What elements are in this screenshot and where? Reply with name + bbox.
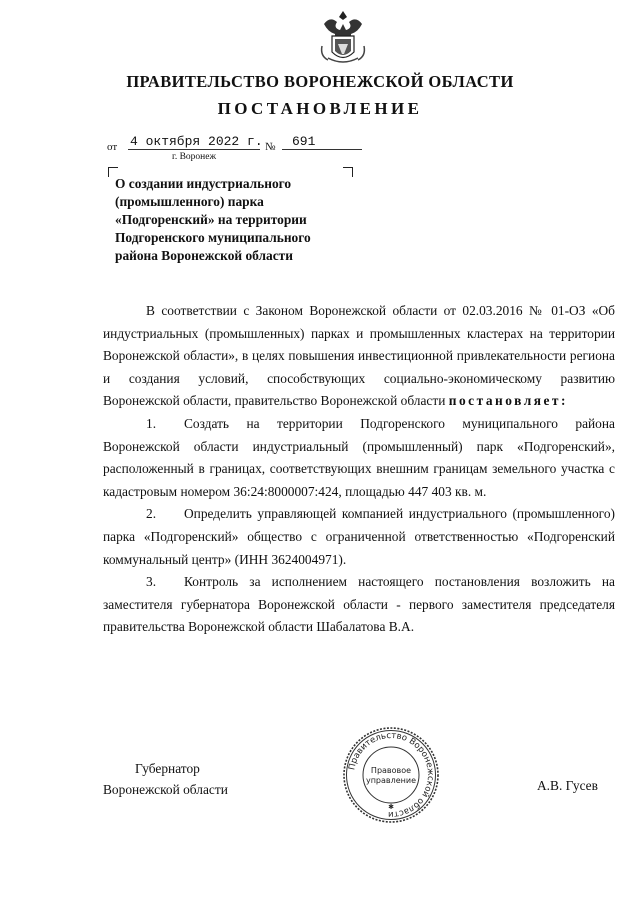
- signer-name: А.В. Гусев: [537, 778, 598, 793]
- coat-of-arms-emblem: [318, 8, 368, 66]
- item-text: Создать на территории Подгоренского муниципального района Воронежской области индустриальный (промышленный) парк «Подгоренский», расположенный в границах, соответствующих внешним границам земельного участка с кадастровым номером 36:24:8000007:424, площадью 447 403 кв. м.: [103, 415, 615, 499]
- subject-line: района Воронежской области: [115, 248, 293, 263]
- decree-word: постановляет:: [448, 393, 568, 409]
- subject-line: Подгоренского муниципального: [115, 230, 311, 245]
- organization-title: ПРАВИТЕЛЬСТВО ВОРОНЕЖСКОЙ ОБЛАСТИ: [126, 72, 514, 91]
- preamble-paragraph: [103, 300, 615, 413]
- preamble-text: В соответствии с Законом Воронежской области от 02.03.2016 № 01-ОЗ «Об индустриальных (промышленных) парках и промышленных кластерах на территории Воронежской области», в целях повышения инвестиционной привлекательности региона и создания условий, способствующих социально-экономическому развитию Воронежской области, правительство Воронежской области: [103, 303, 615, 409]
- item-number: 3.: [146, 574, 157, 590]
- subject-line: (промышленного) парка: [115, 194, 264, 209]
- item-text: Определить управляющей компанией индустриального (промышленного) парка «Подгоренский» общество с ограниченной ответственностью «Подгоренский коммунальный центр» (ИНН 3624004971).: [103, 506, 615, 567]
- subject-line: О создании индустриального: [115, 176, 292, 191]
- stamp-center-line: управление: [365, 776, 417, 785]
- document-number: 691: [282, 134, 362, 150]
- number-prefix: №: [265, 141, 276, 153]
- document-type-title: ПОСТАНОВЛЕНИЕ: [217, 99, 423, 118]
- legal-department-stamp: [341, 725, 441, 825]
- item-text: Контроль за исполнением настоящего постановления возложить на заместителя губернатора Воронежской области - первого заместителя председателя правительства Воронежской области Шабалатова В.А.: [103, 574, 615, 635]
- document-city: г. Воронеж: [172, 152, 217, 162]
- signer-title-line: Воронежской области: [103, 782, 228, 797]
- signer-title: [103, 758, 228, 800]
- document-body: [103, 300, 615, 639]
- stamp-center-line: Правовое: [370, 766, 412, 775]
- stamp-star-icon: ✱: [388, 803, 394, 811]
- date-prefix: от: [107, 141, 118, 153]
- item-paragraph: [103, 571, 615, 639]
- signer-title-line: Губернатор: [135, 761, 200, 776]
- document-date: 4 октября 2022 г.: [130, 134, 263, 149]
- stamp-ring-text: Правительство Воронежской области: [347, 730, 436, 820]
- item-paragraph: [103, 503, 615, 571]
- subject-line: «Подгоренский» на территории: [115, 212, 307, 227]
- item-number: 2.: [146, 506, 157, 522]
- item-paragraph: [103, 413, 615, 503]
- item-number: 1.: [146, 415, 157, 431]
- document-subject: [115, 175, 355, 265]
